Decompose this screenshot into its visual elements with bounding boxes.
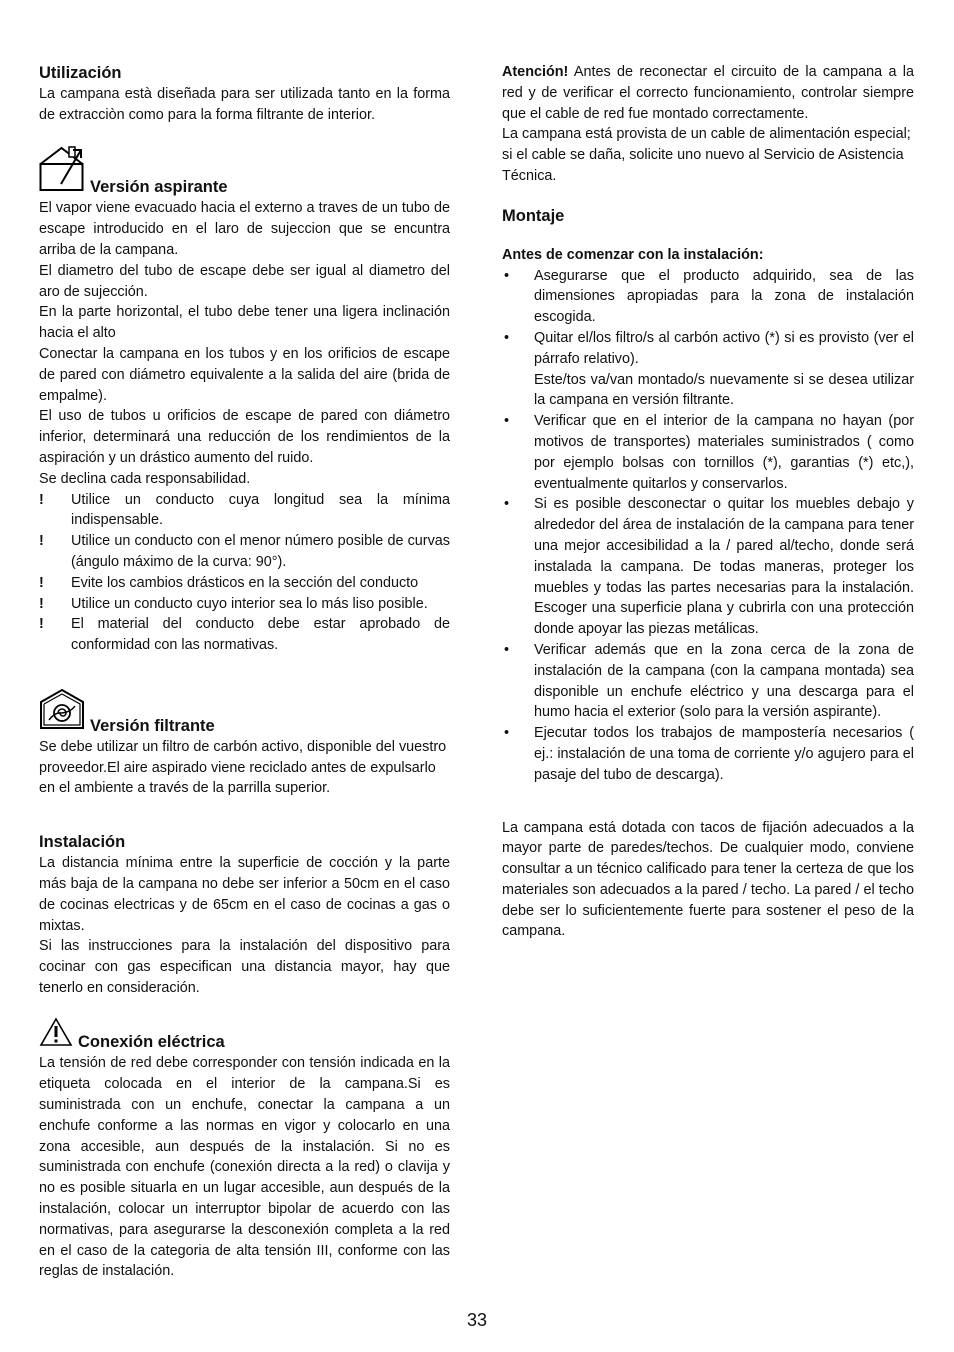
list-item: ! Evite los cambios drásticos en la sección del conducto (39, 573, 450, 594)
heading-version-filtrante: Versión filtrante (90, 716, 215, 735)
warning-icon (39, 1017, 73, 1054)
utilizacion-text: La campana està diseñada para ser utilizada tanto en la forma de extracciòn como para la forma filtrante de interior. (39, 86, 450, 123)
heading-utilizacion: Utilización (39, 64, 122, 82)
aspirante-para-3: En la parte horizontal, el tubo debe tener una ligera inclinación hacia el alto (39, 304, 450, 342)
electrica-header (39, 1017, 450, 1054)
heading-montaje: Montaje (502, 206, 565, 225)
aspirante-para-5: El uso de tubos u orificios de escape de pared con diámetro inferior, determinará una reducción de los rendimientos de la aspiración y un drástico aumento del ruido. (39, 408, 450, 466)
atencion-paragraph (502, 62, 914, 124)
list-item (502, 328, 914, 411)
list-item: • Ejecutar todos los trabajos de mampostería necesarios ( ej.: instalación de una toma de corriente y/o agujero para el pasaje del tubo de descarga). (502, 723, 914, 785)
item-extra: Este/tos va/van montado/s nuevamente si se desea utilizar la campana en versión filtrante. (534, 371, 914, 409)
heading-conexion-electrica: Conexión eléctrica (78, 1033, 225, 1052)
heading-version-aspirante: Versión aspirante (90, 178, 228, 197)
filtrante-text: Se debe utilizar un filtro de carbón activo, disponible del vuestro proveedor.El aire aspirado viene reciclado antes de expulsarlo en el ambiente a través de la parrilla superior. (39, 738, 447, 797)
instalacion-para-1: La distancia mínima entre la superficie de cocción y la parte más baja de la campana no debe ser inferior a 50cm en el caso de cocinas electricas y de 65cm en el caso de cocinas a gas o mixtas. (39, 855, 450, 934)
atencion-label: Atención! (502, 64, 569, 80)
aspirante-para-6: Se declina cada responsabilidad. (39, 470, 251, 487)
aspirante-header (39, 144, 450, 199)
cable-text: La campana está provista de un cable de alimentación especial; si el cable se daña, solicite uno nuevo al Servicio de Asistencia Técnica. (502, 126, 911, 184)
heading-instalacion: Instalación (39, 833, 126, 852)
aspirante-para-2: El diametro del tubo de escape debe ser igual al diametro del aro de sujección. (39, 262, 450, 300)
list-item: ! Utilice un conducto con el menor número posible de curvas (ángulo máximo de la curva: 90°). (39, 531, 450, 573)
instalacion-para-2: Si las instrucciones para la instalación del dispositivo para cocinar con gas especifican una distancia mayor, hay que tenerlo en consideración. (39, 938, 450, 996)
list-item: • Verificar que en el interior de la campana no hayan (por motivos de transportes) materiales suministrados ( como por ejemplo bolsas con tornillos (*), garantias (*) etc,), eventualmente quitarlos y conservarlos. (502, 411, 914, 494)
aspirante-para-1: El vapor viene evacuado hacia el externo a traves de un tubo de escape introducido en el laro de sujeccion que se encuntra arriba de la campana. (39, 200, 450, 258)
list-item: ! El material del conducto debe estar aprobado de conformidad con las normativas. (39, 614, 450, 656)
page-number: 33 (466, 1310, 488, 1330)
house-filter-icon (39, 688, 85, 737)
list-item: • Asegurarse que el producto adquirido, sea de las dimensiones apropiadas para la zona de instalación escogida. (502, 266, 914, 328)
montaje-list (502, 266, 914, 786)
atencion-text: Antes de reconectar el circuito de la campana a la red y de verificar el correcto funcionamiento, controlar siempre que el cable de red fue montado correctamente. (502, 64, 914, 122)
list-item: • Si es posible desconectar o quitar los muebles debajo y alrededor del área de instalación de la campana para tener una mejor accesibilidad a la / pared al/techo, donde será instalada la campana. De todas maneras, proteger los muebles y todas las partes necesarias para la instalación. Escoger una superficie plana y cubrirla con una protección donde apoyar las piezas metálicas. (502, 494, 914, 640)
house-chimney-icon (39, 144, 85, 199)
filtrante-header (39, 688, 450, 737)
warning-list (39, 490, 450, 656)
montaje-subtitle: Antes de comenzar con la instalación: (502, 246, 764, 263)
aspirante-para-4: Conectar la campana en los tubos y en los orificios de escape de pared con diámetro equivalente a la salida del aire (brida de empalme). (39, 345, 450, 404)
electrica-text: La tensión de red debe corresponder con tensión indicada en la etiqueta colocada en el interior de la campana.Si es suministrada con un enchufe, conectar la campana a un enchufe conforme a las normas en vigor y colocarlo en una zona accesible, aun después de la instalación. Si no es suministrada con enchufe (conexión directa a la red) o clavija y no es posible situarla en un lugar accesible, aun después de la instalación, colocar un interruptor bipolar de acuerdo con las normativas, para asegurarse la desconexión completa a la red en el caso de la categoria de alta tensión III, conforme con las reglas de instalación. (39, 1055, 450, 1280)
item-text: Quitar el/los filtro/s al carbón activo (*) si es provisto (ver el párrafo relativo). (534, 329, 914, 367)
right-column (502, 62, 914, 942)
list-item: ! Utilice un conducto cuyo interior sea lo más liso posible. (39, 594, 450, 615)
list-item: ! Utilice un conducto cuya longitud sea la mínima indispensable. (39, 490, 450, 532)
list-item: • Verificar además que en la zona cerca de la zona de instalación de la campana (con la campana montada) sea disponible un enchufe eléctrico y una descarga para el humo hacia el exterior (solo para la versión aspirante). (502, 640, 914, 723)
left-column (39, 62, 450, 1282)
montaje-closing: La campana está dotada con tacos de fijación adecuados a la mayor parte de paredes/techos. De cualquier modo, conviene consultar a un técnico calificado para tener la certeza de que los materiales son adecuados a la pared / techo. La pared / el techo debe ser lo suficientemente fuerte para sostener el peso de la campana. (502, 819, 914, 940)
